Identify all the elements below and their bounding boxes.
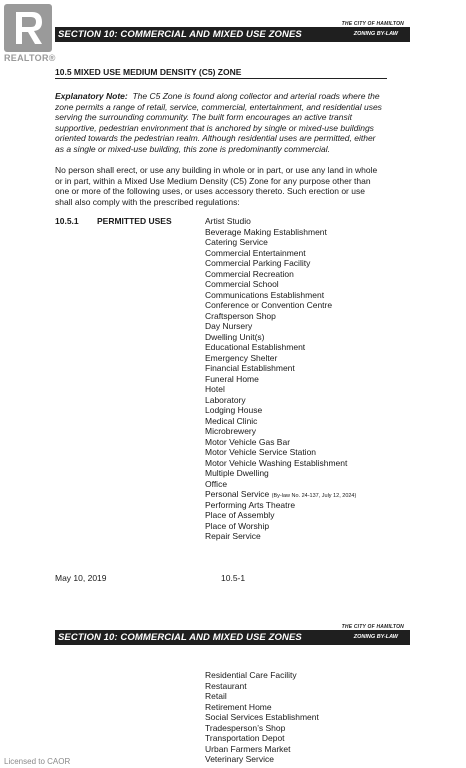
permitted-use-label: Day Nursery <box>205 321 253 331</box>
bylaw-label: ZONING BY-LAW <box>353 634 398 640</box>
clause-heading: PERMITTED USES <box>97 216 172 226</box>
permitted-use-label: Catering Service <box>205 237 268 247</box>
permitted-use-label: Restaurant <box>205 680 247 691</box>
explanatory-line: The C5 Zone is found along collector and arterial roads where the <box>132 91 380 101</box>
permitted-use-label: Residential Care Facility <box>205 670 297 680</box>
permitted-use-item <box>205 216 356 227</box>
permitted-use-item <box>205 521 356 532</box>
permitted-use-label: Retail <box>205 691 227 701</box>
permitted-use-label: Conference or Convention Centre <box>205 300 333 310</box>
permitted-use-item <box>205 416 356 427</box>
permitted-use-item <box>205 723 319 734</box>
permitted-use-item <box>205 321 356 332</box>
permitted-use-item <box>205 290 356 301</box>
permitted-use-label: Emergency Shelter <box>205 352 278 363</box>
permitted-use-item <box>205 237 356 248</box>
permitted-use-label: Performing Arts Theatre <box>205 499 296 510</box>
permitted-use-item <box>205 342 356 353</box>
permitted-use-item <box>205 479 356 490</box>
permitted-uses-list-continued <box>205 670 319 765</box>
section-header-bar <box>55 630 410 645</box>
permitted-use-label: Commercial Parking Facility <box>205 258 311 268</box>
permitted-use-item <box>205 468 356 479</box>
permitted-use-label: Communications Establishment <box>205 289 325 300</box>
realtor-logo <box>0 0 56 62</box>
permitted-use-item <box>205 395 356 406</box>
permitted-use-label: Office <box>205 478 228 489</box>
permitted-use-item <box>205 227 356 238</box>
permitted-use-label: Hotel <box>205 384 225 394</box>
city-name: THE CITY OF HAMILTON <box>341 624 404 630</box>
footer-date: May 10, 2019 <box>55 573 107 583</box>
permitted-use-item <box>205 500 356 511</box>
permitted-use-label: Financial Establishment <box>205 363 295 373</box>
permitted-use-label: Dwelling Unit(s) <box>205 331 265 342</box>
explanatory-note <box>55 91 410 155</box>
permitted-use-label: Urban Farmers Market <box>205 743 291 754</box>
permitted-use-item <box>205 670 319 681</box>
city-name: THE CITY OF HAMILTON <box>341 21 404 27</box>
permitted-uses-list <box>205 216 356 542</box>
permitted-use-label: Tradesperson’s Shop <box>205 722 286 733</box>
permitted-use-item <box>205 248 356 259</box>
permitted-use-item <box>205 363 356 374</box>
permitted-use-label: Retirement Home <box>205 701 272 712</box>
permitted-use-item <box>205 269 356 280</box>
bylaw-amendment-note: (By-law No. 24-137, July 12, 2024) <box>271 493 357 499</box>
permitted-use-label: Educational Establishment <box>205 342 306 352</box>
section-header-bar <box>55 27 410 42</box>
permitted-use-label: Craftsperson Shop <box>205 310 276 321</box>
section-title: SECTION 10: COMMERCIAL AND MIXED USE ZONES <box>58 29 302 40</box>
regulation-line: or in part, within a Mixed Use Medium Density (C5) Zone for any purpose other than <box>55 175 371 186</box>
permitted-use-label: Motor Vehicle Washing Establishment <box>205 457 348 468</box>
section-title: SECTION 10: COMMERCIAL AND MIXED USE ZONES <box>58 632 302 643</box>
permitted-use-label: Multiple Dwelling <box>205 468 269 478</box>
subsection-underline <box>55 78 387 79</box>
subsection-title: 10.5 MIXED USE MEDIUM DENSITY (C5) ZONE <box>55 67 242 77</box>
clause-number: 10.5.1 <box>55 216 79 226</box>
bylaw-label: ZONING BY-LAW <box>353 31 398 37</box>
permitted-use-label: Commercial Entertainment <box>205 247 306 258</box>
permitted-use-label: Microbrewery <box>205 426 257 436</box>
permitted-use-item <box>205 681 319 692</box>
permitted-use-label: Commercial Recreation <box>205 268 294 279</box>
permitted-use-item <box>205 744 319 755</box>
permitted-use-item <box>205 437 356 448</box>
regulation-paragraph <box>55 165 410 207</box>
permitted-use-item <box>205 311 356 322</box>
permitted-use-label: Beverage Making Establishment <box>205 226 327 237</box>
permitted-use-label: Personal Service <box>205 489 270 499</box>
permitted-use-item <box>205 458 356 469</box>
permitted-use-label: Transportation Depot <box>205 733 285 743</box>
permitted-use-item <box>205 384 356 395</box>
permitted-use-label: Lodging House <box>205 405 263 415</box>
permitted-use-item <box>205 531 356 542</box>
explanatory-line: zone permits a range of retail, service, commercial, entertainment, and residential uses <box>55 101 382 112</box>
license-credit: Licensed to CAOR <box>4 757 71 766</box>
permitted-use-item <box>205 405 356 416</box>
permitted-use-item <box>205 426 356 437</box>
permitted-use-item <box>205 374 356 385</box>
permitted-use-item <box>205 300 356 311</box>
explanatory-line: oriented towards the pedestrian realm. Although residential uses are permitted, either <box>55 133 376 144</box>
permitted-use-item <box>205 489 356 500</box>
explanatory-label: Explanatory Note: <box>55 91 128 101</box>
permitted-use-item <box>205 510 356 521</box>
permitted-use-label: Social Services Establishment <box>205 712 319 722</box>
permitted-use-item <box>205 712 319 723</box>
realtor-r-icon <box>4 4 52 52</box>
permitted-use-item <box>205 258 356 269</box>
permitted-use-label: Laboratory <box>205 394 246 405</box>
explanatory-line: supportive, pedestrian environment that is anchored by single or mixed-use buildings <box>55 122 374 133</box>
realtor-wordmark: REALTOR® <box>4 53 56 63</box>
permitted-use-label: Motor Vehicle Gas Bar <box>205 436 291 447</box>
explanatory-line: as a single or mixed-use building, this zone is predominantly commercial. <box>55 143 330 154</box>
explanatory-line: serving the surrounding community. The built form encourages an active transit <box>55 112 353 123</box>
permitted-use-label: Place of Assembly <box>205 510 275 520</box>
permitted-use-label: Repair Service <box>205 531 261 541</box>
permitted-use-item <box>205 353 356 364</box>
permitted-use-item <box>205 691 319 702</box>
permitted-use-label: Place of Worship <box>205 520 270 531</box>
footer-page-number: 10.5-1 <box>221 573 246 583</box>
permitted-use-item <box>205 754 319 765</box>
regulation-line: shall also comply with the prescribed regulations: <box>55 196 240 207</box>
permitted-use-label: Motor Vehicle Service Station <box>205 447 317 457</box>
permitted-use-label: Artist Studio <box>205 216 251 226</box>
permitted-use-label: Funeral Home <box>205 373 259 384</box>
permitted-use-item <box>205 702 319 713</box>
permitted-use-label: Medical Clinic <box>205 415 258 426</box>
permitted-use-item <box>205 733 319 744</box>
permitted-use-label: Veterinary Service <box>205 754 274 764</box>
permitted-use-item <box>205 332 356 343</box>
permitted-use-label: Commercial School <box>205 279 279 289</box>
regulation-line: one or more of the following uses, or uses accessory thereto. Such erection or use <box>55 186 365 197</box>
permitted-use-item <box>205 279 356 290</box>
permitted-use-item <box>205 447 356 458</box>
regulation-line: No person shall erect, or use any building in whole or in part, or use any land in whole <box>55 165 378 175</box>
